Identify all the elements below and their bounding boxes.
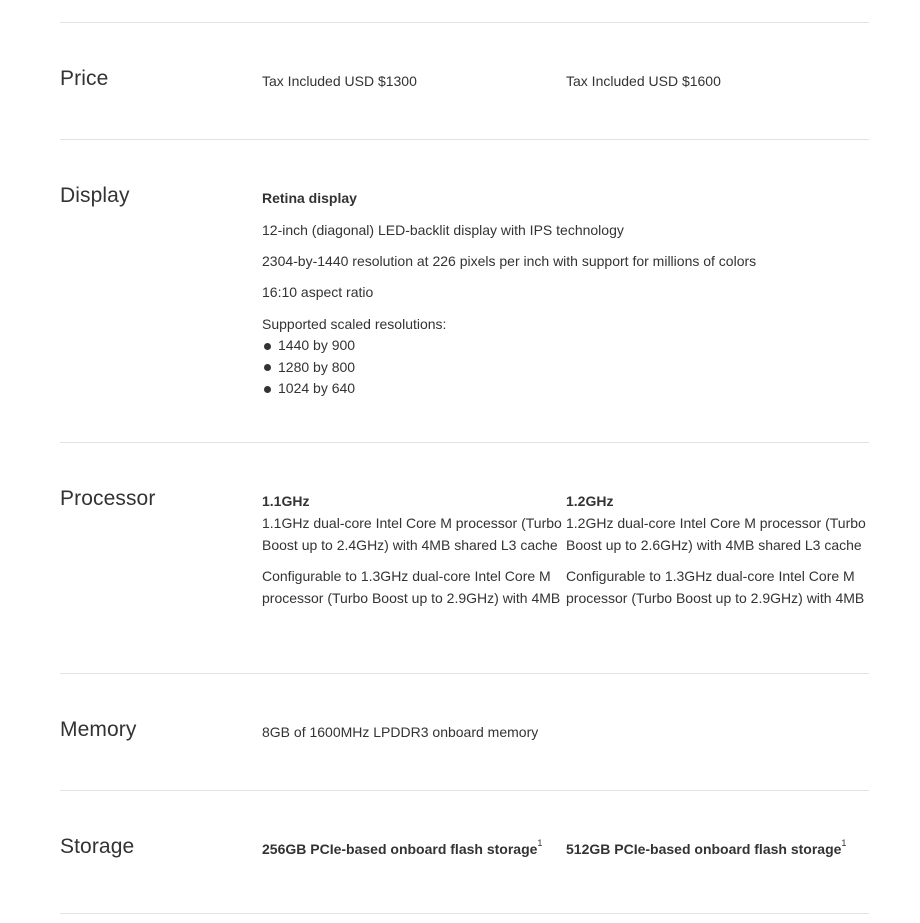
display-resolution: 2304-by-1440 resolution at 226 pixels per inch with support for millions of colors xyxy=(262,253,757,269)
processor-model-2-desc-line-1: 1.2GHz dual-core Intel Core M processor (Turbo xyxy=(566,515,866,531)
bullet-icon xyxy=(264,364,271,371)
divider xyxy=(60,790,869,791)
divider xyxy=(60,139,869,140)
processor-model-2-heading: 1.2GHz xyxy=(566,493,614,509)
divider xyxy=(60,673,869,674)
list-item xyxy=(262,357,355,379)
processor-model-1-heading: 1.1GHz xyxy=(262,493,310,509)
processor-model-1-desc-line-1: 1.1GHz dual-core Intel Core M processor (Turbo xyxy=(262,515,562,531)
row-label-processor: Processor xyxy=(60,487,156,510)
footnote-marker[interactable]: 1 xyxy=(841,838,847,849)
processor-model-1-desc-line-2: Boost up to 2.4GHz) with 4MB shared L3 cache xyxy=(262,537,558,553)
display-heading: Retina display xyxy=(262,190,357,206)
divider xyxy=(60,442,869,443)
processor-model-1-config-line-1: Configurable to 1.3GHz dual-core Intel Core M xyxy=(262,568,551,584)
display-size: 12-inch (diagonal) LED-backlit display with IPS technology xyxy=(262,222,624,238)
scaled-resolution: 1024 by 640 xyxy=(278,380,356,396)
list-item xyxy=(262,335,355,357)
scaled-resolution: 1280 by 800 xyxy=(278,358,356,375)
scaled-resolutions-list xyxy=(262,335,355,400)
storage-model-2 xyxy=(566,839,846,861)
processor-model-2-desc-line-2: Boost up to 2.6GHz) with 4MB shared L3 cache xyxy=(566,537,862,553)
memory-value: 8GB of 1600MHz LPDDR3 onboard memory xyxy=(262,724,539,740)
display-aspect-ratio: 16:10 aspect ratio xyxy=(262,284,374,300)
processor-model-1-config-line-2: processor (Turbo Boost up to 2.9GHz) with 4MB xyxy=(262,590,561,606)
bullet-icon xyxy=(264,343,271,350)
processor-model-2-config-line-2: processor (Turbo Boost up to 2.9GHz) with 4MB xyxy=(566,590,865,606)
storage-model-1 xyxy=(262,839,542,861)
price-model-2: Tax Included USD $1600 xyxy=(566,73,721,89)
storage-model-1-text: 256GB PCIe-based onboard flash storage xyxy=(262,841,538,857)
row-label-memory: Memory xyxy=(60,718,137,741)
row-label-display: Display xyxy=(60,184,130,207)
bullet-icon xyxy=(264,386,271,393)
row-label-storage: Storage xyxy=(60,835,135,858)
footnote-marker[interactable]: 1 xyxy=(537,838,543,849)
price-model-1: Tax Included USD $1300 xyxy=(262,73,417,89)
divider xyxy=(60,22,869,23)
row-label-price: Price xyxy=(60,67,109,90)
display-scaled-heading: Supported scaled resolutions: xyxy=(262,316,447,332)
storage-model-2-text: 512GB PCIe-based onboard flash storage xyxy=(566,841,842,857)
scaled-resolution: 1440 by 900 xyxy=(278,337,356,353)
processor-model-2-config-line-1: Configurable to 1.3GHz dual-core Intel Core M xyxy=(566,568,855,584)
list-item xyxy=(262,378,355,400)
divider xyxy=(60,913,869,914)
